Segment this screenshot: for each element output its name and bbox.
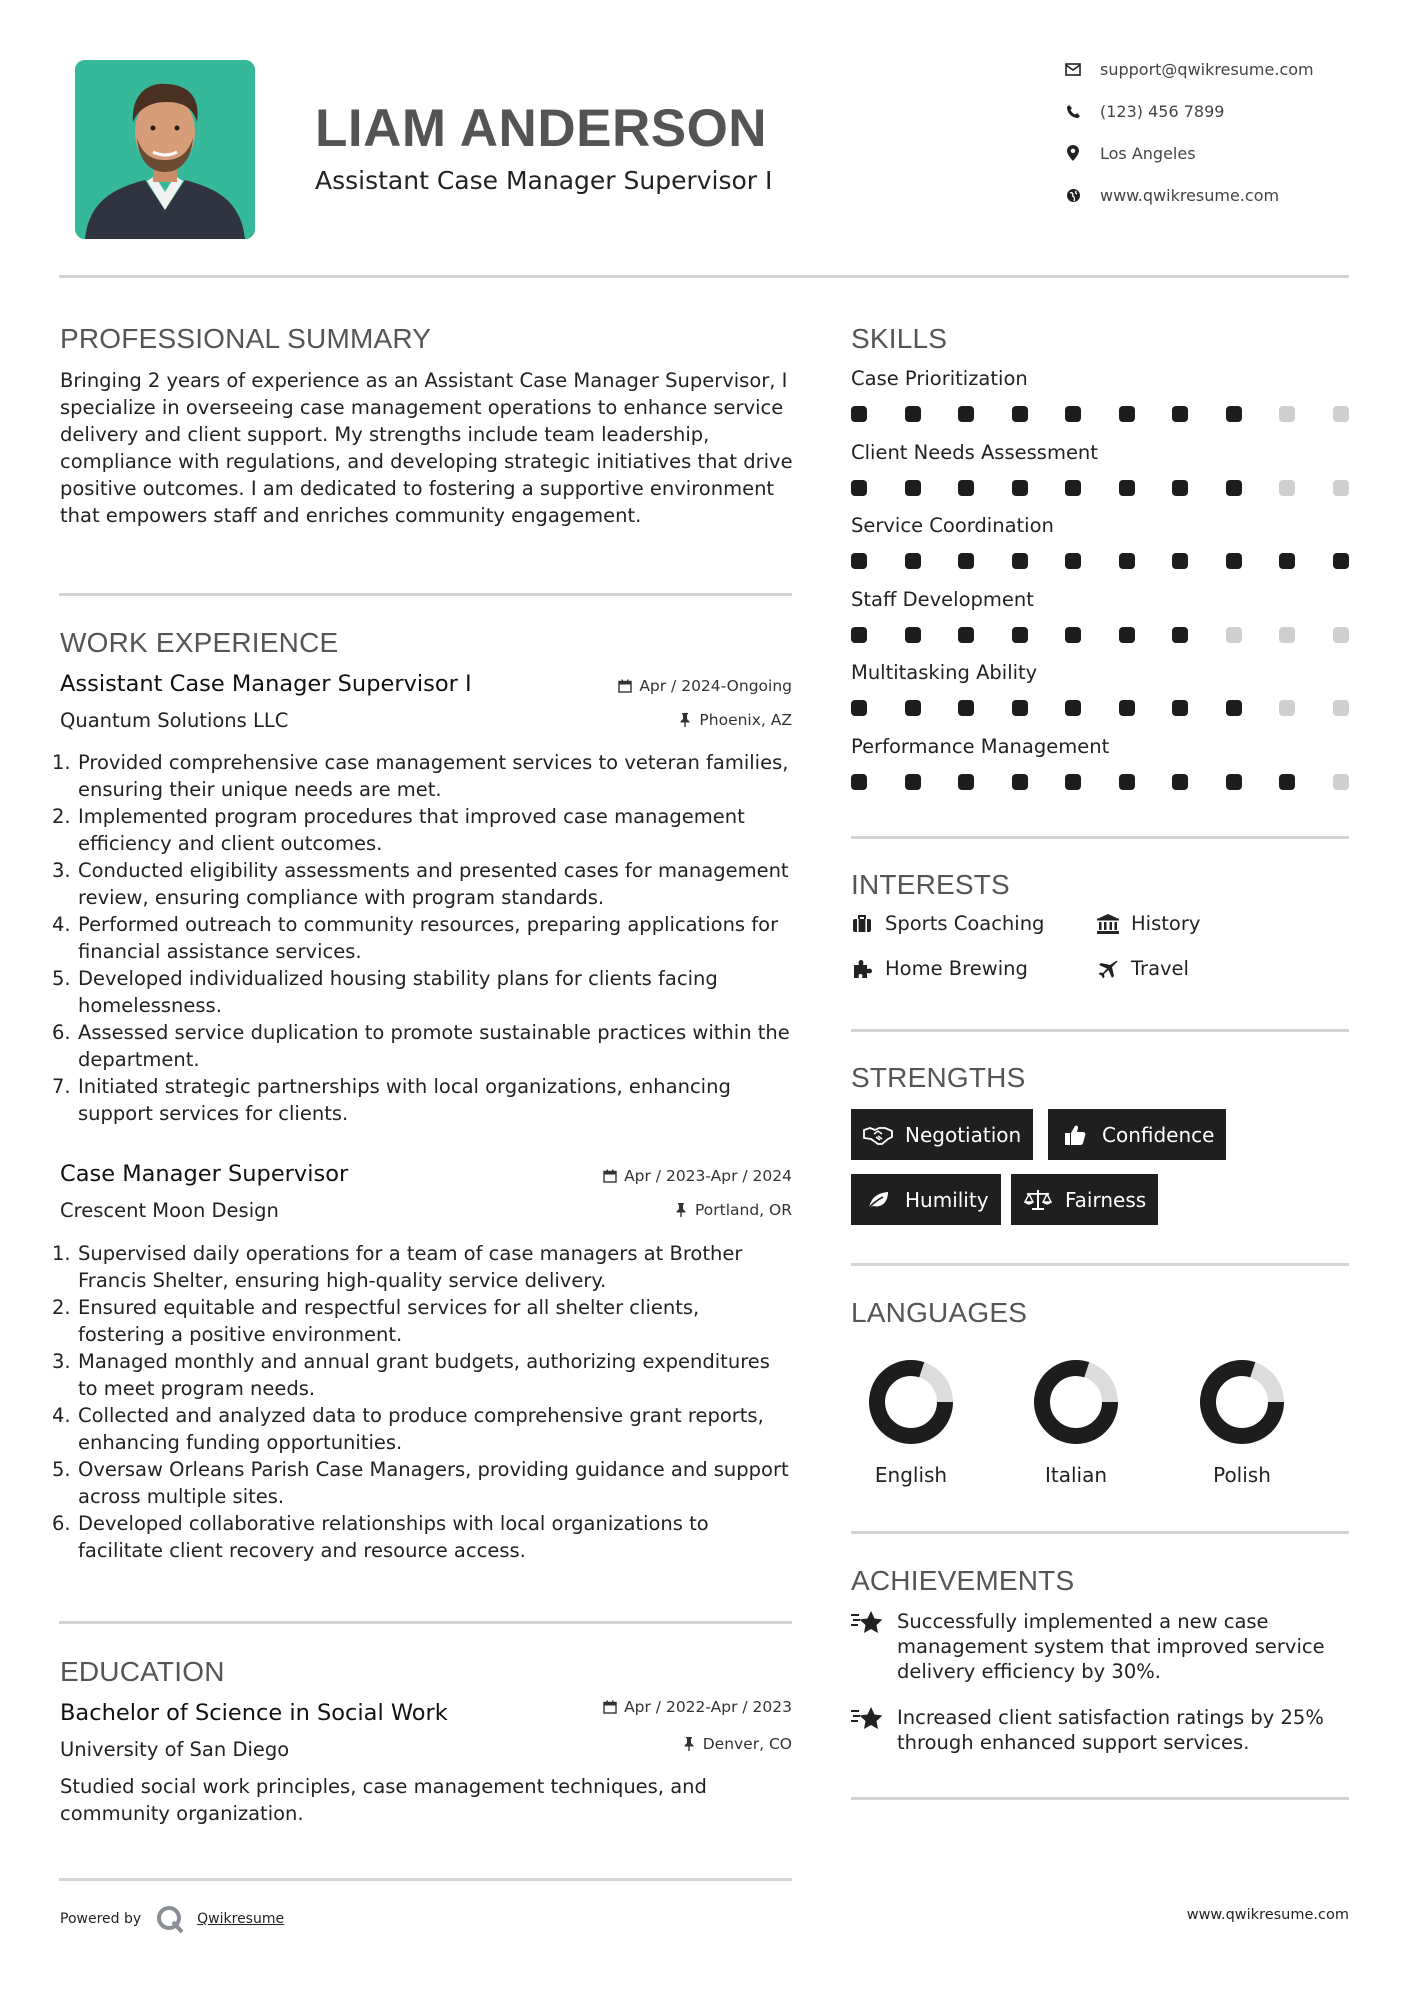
achievements-heading: ACHIEVEMENTS [851, 1565, 1075, 1596]
skill-dot [1279, 700, 1295, 716]
skill-dot [1333, 480, 1349, 496]
skill-dot [1226, 774, 1242, 790]
calendar-icon [603, 1169, 617, 1183]
skill-dot [1065, 627, 1081, 643]
skill-dot [958, 627, 974, 643]
skill-name: Multitasking Ability [851, 661, 1038, 684]
skill-dot [905, 700, 921, 716]
skill-rating [851, 553, 1349, 571]
skill-dot [905, 774, 921, 790]
profile-photo [75, 60, 255, 239]
skill-dot [1119, 406, 1135, 422]
list-item: 4. Collected and analyzed data to produce comprehensive grant reports, enhancing funding opportunities. [52, 1404, 764, 1454]
summary-text: Bringing 2 years of experience as an Assistant Case Manager Supervisor, I specialize in overseeing case management operations to enhance service delivery and client support. My strengths include team leadership, compliance with regulations, and developing strategic initiatives that drive positive outcomes. I am dedicated to fostering a supportive environment that empowers staff and enriches community engagement. [60, 369, 793, 527]
achievement-item: Successfully implemented a new case management system that improved service delivery efficiency by 30%. [851, 1609, 1349, 1684]
skill-dot [851, 774, 867, 790]
skills-heading: SKILLS [851, 323, 948, 354]
puzzle-icon [851, 958, 873, 980]
thumbs-up-icon [1060, 1123, 1090, 1147]
list-item: 3. Conducted eligibility assessments and presented cases for management review, ensuring compliance with program standards. [52, 859, 789, 909]
skill-dot [1119, 553, 1135, 569]
languages-divider [851, 1531, 1349, 1534]
list-item: 5. Developed individualized housing stability plans for clients facing homelessness. [52, 967, 718, 1017]
skill-dot [1333, 774, 1349, 790]
skill-dot [1226, 700, 1242, 716]
list-item: 5. Oversaw Orleans Parish Case Managers, providing guidance and support across multiple sites. [52, 1458, 789, 1508]
skill-rating [851, 406, 1349, 424]
skill-name: Performance Management [851, 735, 1110, 758]
skill-dot [958, 480, 974, 496]
skill-rating [851, 774, 1349, 792]
job-company: Crescent Moon Design [60, 1199, 279, 1222]
skill-dot [851, 553, 867, 569]
skill-dot [1172, 627, 1188, 643]
skill-rating [851, 700, 1349, 718]
skill-rating [851, 480, 1349, 498]
job-dates-row [60, 677, 792, 701]
skill-dot [1226, 480, 1242, 496]
skill-dot [958, 553, 974, 569]
school-name: University of San Diego [60, 1738, 290, 1761]
language-proficiency-ring [1197, 1357, 1287, 1447]
strengths-divider [851, 1263, 1349, 1266]
strengths-heading: STRENGTHS [851, 1062, 1026, 1093]
phone-icon [1062, 100, 1084, 122]
skill-dot [1119, 700, 1135, 716]
footer-website[interactable]: www.qwikresume.com [1186, 1907, 1349, 1923]
interest-item: Sports Coaching [851, 912, 1044, 935]
degree-title: Bachelor of Science in Social Work [60, 1700, 448, 1726]
achievements-divider [851, 1797, 1349, 1800]
skill-dot [1119, 627, 1135, 643]
skill-name: Client Needs Assessment [851, 441, 1098, 464]
strength-tag: Negotiation [851, 1109, 1033, 1160]
list-item: 6. Developed collaborative relationships with local organizations to facilitate client recovery and resource access. [52, 1512, 709, 1562]
summary-heading: PROFESSIONAL SUMMARY [60, 323, 432, 354]
language-item [851, 1357, 971, 1487]
skill-dot [1065, 406, 1081, 422]
skill-dot [1333, 406, 1349, 422]
star-award-icon [851, 1609, 885, 1639]
skill-dot [1065, 553, 1081, 569]
skill-dot [1279, 553, 1295, 569]
job-location-row [60, 1201, 792, 1225]
list-item: 2. Implemented program procedures that improved case management efficiency and client outcomes. [52, 805, 745, 855]
education-dates-row [60, 1698, 792, 1722]
job-dates: Apr / 2023-Apr / 2024 [624, 1167, 792, 1185]
language-proficiency-ring [866, 1357, 956, 1447]
skill-name: Case Prioritization [851, 367, 1028, 390]
globe-icon [1062, 184, 1084, 206]
handshake-icon [863, 1123, 893, 1147]
skill-rating [851, 627, 1349, 645]
skill-dot [1333, 700, 1349, 716]
achievement-item: Increased client satisfaction ratings by 25% through enhanced support services. [851, 1705, 1349, 1755]
list-item: 1. Supervised daily operations for a team of case managers at Brother Francis Shelter, ensuring high-quality service delivery. [52, 1242, 743, 1292]
job-bullets [52, 1240, 792, 1564]
language-name: English [874, 1463, 948, 1487]
skill-dot [851, 480, 867, 496]
contact-website[interactable] [1062, 183, 1362, 207]
skill-dot [1279, 627, 1295, 643]
skill-name: Service Coordination [851, 514, 1054, 537]
contact-website-text: www.qwikresume.com [1100, 185, 1280, 205]
candidate-title: Assistant Case Manager Supervisor I [315, 166, 773, 195]
education-location-row [60, 1735, 792, 1759]
leaf-icon [863, 1188, 893, 1212]
calendar-icon [618, 679, 632, 693]
experience-divider [59, 1621, 792, 1624]
language-name: Italian [1044, 1463, 1108, 1487]
education-dates: Apr / 2022-Apr / 2023 [624, 1698, 792, 1716]
skill-dot [1226, 627, 1242, 643]
job-dates-row [60, 1167, 792, 1191]
skill-dot [1226, 406, 1242, 422]
skill-dot [1119, 774, 1135, 790]
skill-dot [1172, 406, 1188, 422]
job-location-row [60, 711, 792, 735]
strength-tag: Humility [851, 1174, 1001, 1225]
job-bullets [52, 749, 792, 1127]
skill-dot [1065, 480, 1081, 496]
skill-dot [1279, 480, 1295, 496]
skill-dot [1333, 553, 1349, 569]
list-item: 6. Assessed service duplication to promote sustainable practices within the department. [52, 1021, 790, 1071]
calendar-icon [603, 1700, 617, 1714]
brand-link[interactable]: Qwikresume [197, 1911, 285, 1927]
skill-dot [958, 700, 974, 716]
skill-dot [1012, 406, 1028, 422]
skill-dot [1279, 774, 1295, 790]
skill-dot [958, 774, 974, 790]
skill-dot [1012, 774, 1028, 790]
skill-dot [905, 627, 921, 643]
skill-dot [1065, 774, 1081, 790]
education-description: Studied social work principles, case management techniques, and community organization. [60, 1775, 707, 1825]
skills-divider [851, 836, 1349, 839]
strength-tag: Fairness [1011, 1174, 1158, 1225]
skill-dot [1119, 480, 1135, 496]
interest-item: History [1097, 912, 1200, 935]
contact-location [1062, 141, 1362, 165]
interest-item: Travel [1097, 957, 1189, 980]
interests-heading: INTERESTS [851, 869, 1010, 900]
qwikresume-logo-icon [155, 1904, 185, 1934]
skill-dot [1012, 553, 1028, 569]
contact-phone-text: (123) 456 7899 [1100, 101, 1225, 121]
job-company: Quantum Solutions LLC [60, 709, 289, 732]
job-dates: Apr / 2024-Ongoing [639, 677, 792, 695]
contact-email[interactable] [1062, 57, 1362, 81]
list-item: 1. Provided comprehensive case management services to veteran families, ensuring their unique needs are met. [52, 751, 789, 801]
plane-icon [1097, 958, 1119, 980]
list-item: 2. Ensured equitable and respectful services for all shelter clients, fostering a positive environment. [52, 1296, 700, 1346]
list-item: 3. Managed monthly and annual grant budgets, authorizing expenditures to meet program needs. [52, 1350, 770, 1400]
interests-divider [851, 1029, 1349, 1032]
skill-dot [905, 480, 921, 496]
summary-divider [59, 593, 792, 596]
skill-dot [851, 627, 867, 643]
strength-tag: Confidence [1048, 1109, 1226, 1160]
language-proficiency-ring [1031, 1357, 1121, 1447]
star-award-icon [851, 1705, 885, 1735]
skill-dot [1333, 627, 1349, 643]
skill-dot [1172, 774, 1188, 790]
experience-heading: WORK EXPERIENCE [60, 627, 339, 658]
job-title: Assistant Case Manager Supervisor I [60, 671, 472, 697]
contact-phone[interactable] [1062, 99, 1362, 123]
skill-dot [851, 406, 867, 422]
contact-location-text: Los Angeles [1100, 143, 1196, 163]
candidate-name: LIAM ANDERSON [315, 99, 768, 158]
balance-scale-icon [1023, 1188, 1053, 1212]
pushpin-icon [682, 1737, 696, 1751]
skill-dot [905, 553, 921, 569]
skill-dot [905, 406, 921, 422]
skill-dot [1226, 553, 1242, 569]
pushpin-icon [674, 1203, 688, 1217]
footer-divider [59, 1878, 792, 1881]
skill-dot [1012, 480, 1028, 496]
job-title: Case Manager Supervisor [60, 1161, 349, 1187]
education-location: Denver, CO [702, 1735, 792, 1753]
list-item: 7. Initiated strategic partnerships with local organizations, enhancing support services for clients. [52, 1075, 731, 1125]
pushpin-icon [678, 713, 692, 727]
skill-dot [1065, 700, 1081, 716]
map-pin-icon [1062, 142, 1084, 164]
skill-dot [1279, 406, 1295, 422]
skill-dot [851, 700, 867, 716]
language-item [1016, 1357, 1136, 1487]
skill-name: Staff Development [851, 588, 1034, 611]
contact-email-text: support@qwikresume.com [1100, 59, 1314, 79]
job-location: Portland, OR [694, 1201, 792, 1219]
museum-icon [1097, 913, 1119, 935]
languages-heading: LANGUAGES [851, 1297, 1028, 1328]
header-divider [59, 275, 1349, 278]
skill-dot [958, 406, 974, 422]
skill-dot [1012, 700, 1028, 716]
skill-dot [1012, 627, 1028, 643]
skill-dot [1172, 700, 1188, 716]
envelope-icon [1062, 58, 1084, 80]
powered-by [60, 1904, 284, 1934]
briefcase-icon [851, 913, 873, 935]
language-item [1182, 1357, 1302, 1487]
education-heading: EDUCATION [60, 1656, 225, 1687]
job-location: Phoenix, AZ [699, 711, 792, 729]
skill-dot [1172, 480, 1188, 496]
skill-dot [1172, 553, 1188, 569]
powered-by-label: Powered by [60, 1911, 142, 1927]
interest-item: Home Brewing [851, 957, 1028, 980]
list-item: 4. Performed outreach to community resources, preparing applications for financial assistance services. [52, 913, 779, 963]
language-name: Polish [1213, 1463, 1271, 1487]
